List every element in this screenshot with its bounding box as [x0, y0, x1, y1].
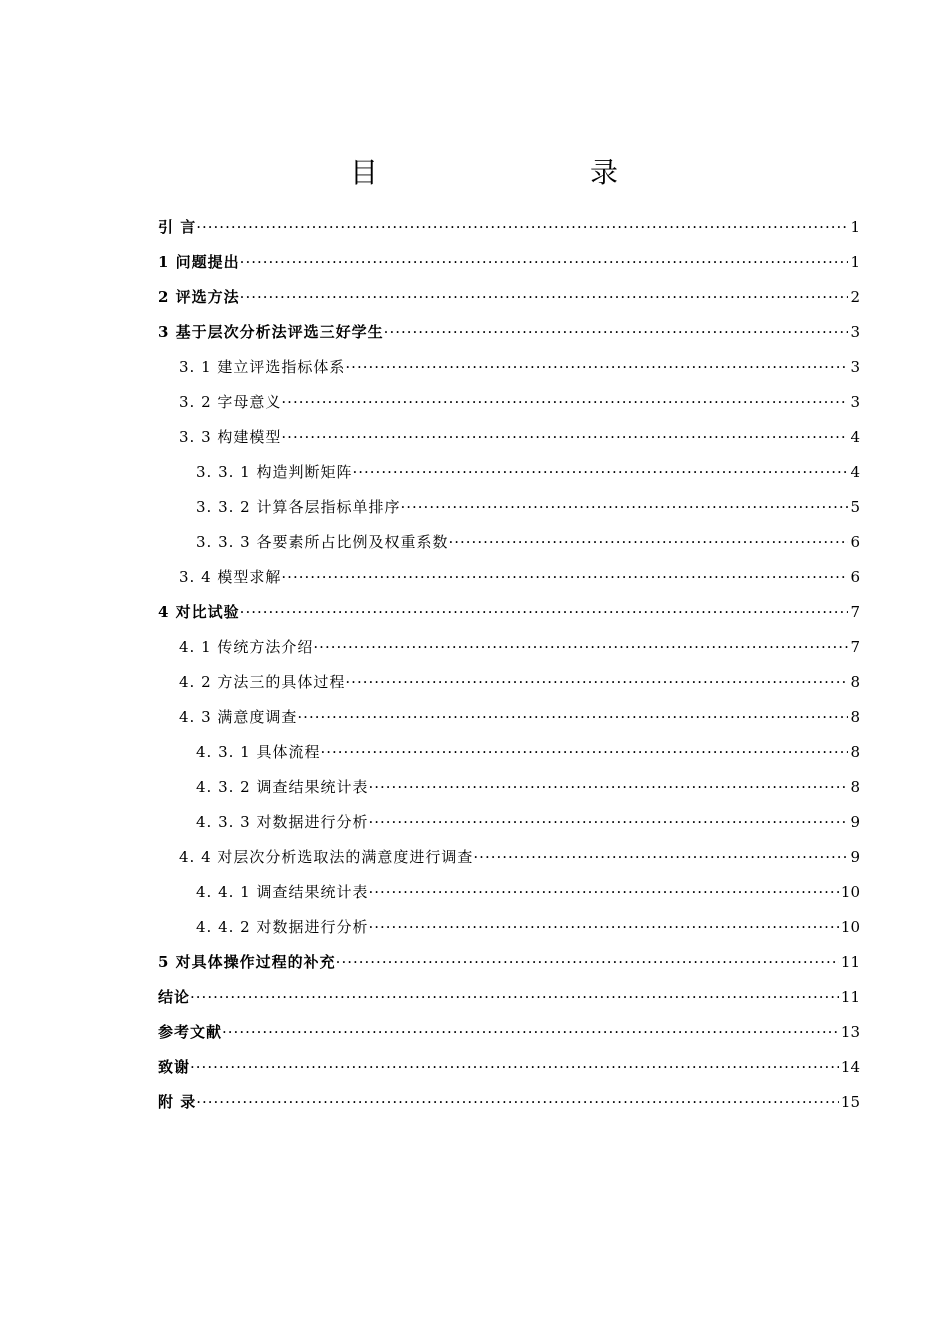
toc-entry-page-number: 9: [850, 813, 860, 831]
toc-entry[interactable]: [158, 245, 860, 280]
toc-entry-title: 4. 4 对层次分析选取法的满意度进行调查: [179, 848, 474, 866]
toc-entry-title: 3. 4 模型求解: [179, 568, 282, 586]
toc-dot-leader: [281, 560, 848, 595]
toc-entry-title: 附 录: [158, 1093, 197, 1111]
toc-entry-page-number: 6: [850, 568, 860, 586]
toc-entry-page-number: 7: [850, 603, 860, 621]
toc-entry-page-number: 1: [850, 253, 860, 271]
toc-entry[interactable]: [158, 735, 860, 770]
toc-entry-page-number: 5: [850, 498, 860, 516]
toc-entry-title: 3. 3 构建模型: [179, 428, 282, 446]
toc-entry[interactable]: [158, 805, 860, 840]
toc-dot-leader: [222, 1015, 839, 1050]
toc-dot-leader: [336, 945, 839, 980]
toc-entry-title: 4. 3. 1 具体流程: [196, 743, 321, 761]
toc-entry-title: 结论: [158, 988, 191, 1006]
toc-entry[interactable]: [158, 875, 860, 910]
toc-entry-page-number: 2: [850, 288, 860, 306]
toc-entry-title: 3 基于层次分析法评选三好学生: [158, 323, 384, 341]
toc-entry-page-number: 9: [850, 848, 860, 866]
toc-entry[interactable]: [158, 595, 860, 630]
toc-dot-leader: [190, 980, 839, 1015]
toc-dot-leader: [473, 840, 848, 875]
toc-dot-leader: [400, 490, 848, 525]
toc-entry-page-number: 6: [850, 533, 860, 551]
toc-dot-leader: [196, 1085, 839, 1120]
toc-dot-leader: [196, 210, 848, 245]
toc-dot-leader: [240, 595, 849, 630]
toc-entry[interactable]: [158, 455, 860, 490]
toc-entry-page-number: 11: [840, 988, 860, 1006]
toc-entry[interactable]: [158, 210, 860, 245]
toc-dot-leader: [448, 525, 848, 560]
toc-entry[interactable]: [158, 1015, 860, 1050]
toc-dot-leader: [368, 805, 848, 840]
toc-entry[interactable]: [158, 525, 860, 560]
toc-entry-title: 3. 2 字母意义: [179, 393, 282, 411]
toc-dot-leader: [384, 315, 849, 350]
toc-entry-page-number: 8: [850, 743, 860, 761]
toc-entry-title: 4. 4. 2 对数据进行分析: [196, 918, 369, 936]
toc-entry-title: 3. 1 建立评选指标体系: [179, 358, 346, 376]
toc-entry[interactable]: [158, 840, 860, 875]
toc-entry[interactable]: [158, 385, 860, 420]
toc-entry[interactable]: [158, 560, 860, 595]
toc-entry[interactable]: [158, 630, 860, 665]
toc-entry-page-number: 4: [850, 428, 860, 446]
toc-entry[interactable]: [158, 315, 860, 350]
toc-entry-title: 4. 3. 3 对数据进行分析: [196, 813, 369, 831]
table-of-contents: [158, 210, 860, 1120]
toc-entry-page-number: 11: [840, 953, 860, 971]
toc-entry[interactable]: [158, 770, 860, 805]
toc-entry-title: 5 对具体操作过程的补充: [158, 953, 336, 971]
toc-dot-leader: [313, 630, 848, 665]
toc-entry[interactable]: [158, 910, 860, 945]
toc-dot-leader: [345, 350, 848, 385]
toc-entry-page-number: 3: [850, 323, 860, 341]
toc-entry-title: 1 问题提出: [158, 253, 240, 271]
toc-entry-page-number: 14: [840, 1058, 860, 1076]
toc-entry-page-number: 15: [840, 1093, 860, 1111]
toc-entry-page-number: 7: [850, 638, 860, 656]
toc-entry-page-number: 4: [850, 463, 860, 481]
toc-entry-page-number: 3: [850, 358, 860, 376]
toc-entry[interactable]: [158, 1050, 860, 1085]
toc-entry-title: 4 对比试验: [158, 603, 240, 621]
toc-entry[interactable]: [158, 945, 860, 980]
toc-entry-page-number: 10: [840, 883, 860, 901]
toc-entry[interactable]: [158, 490, 860, 525]
toc-dot-leader: [352, 455, 848, 490]
toc-entry-title: 参考文献: [158, 1023, 223, 1041]
toc-dot-leader: [190, 1050, 839, 1085]
toc-entry-title: 4. 3. 2 调查结果统计表: [196, 778, 369, 796]
toc-entry-title: 4. 2 方法三的具体过程: [179, 673, 346, 691]
toc-entry-title: 3. 3. 3 各要素所占比例及权重系数: [196, 533, 449, 551]
toc-entry-page-number: 1: [850, 218, 860, 236]
toc-entry-page-number: 13: [840, 1023, 860, 1041]
toc-dot-leader: [240, 245, 849, 280]
toc-dot-leader: [240, 280, 849, 315]
page-title: 目 录: [349, 155, 670, 189]
toc-entry-page-number: 3: [850, 393, 860, 411]
toc-entry[interactable]: [158, 700, 860, 735]
toc-entry[interactable]: [158, 665, 860, 700]
toc-entry[interactable]: [158, 1085, 860, 1120]
toc-entry[interactable]: [158, 980, 860, 1015]
toc-dot-leader: [345, 665, 848, 700]
toc-dot-leader: [368, 770, 848, 805]
toc-entry[interactable]: [158, 420, 860, 455]
toc-entry-page-number: 8: [850, 708, 860, 726]
toc-dot-leader: [368, 910, 838, 945]
toc-entry-title: 引 言: [158, 218, 197, 236]
toc-entry-title: 3. 3. 2 计算各层指标单排序: [196, 498, 401, 516]
toc-entry-title: 4. 1 传统方法介绍: [179, 638, 314, 656]
toc-entry-page-number: 8: [850, 778, 860, 796]
toc-entry-title: 4. 3 满意度调查: [179, 708, 298, 726]
toc-dot-leader: [320, 735, 848, 770]
toc-entry-page-number: 8: [850, 673, 860, 691]
toc-entry-title: 致谢: [158, 1058, 191, 1076]
toc-dot-leader: [281, 420, 848, 455]
toc-entry-title: 4. 4. 1 调查结果统计表: [196, 883, 369, 901]
toc-dot-leader: [297, 700, 848, 735]
toc-entry-title: 2 评选方法: [158, 288, 240, 306]
toc-entry-page-number: 10: [840, 918, 860, 936]
toc-dot-leader: [368, 875, 838, 910]
toc-entry[interactable]: [158, 280, 860, 315]
toc-entry[interactable]: [158, 350, 860, 385]
toc-entry-title: 3. 3. 1 构造判断矩阵: [196, 463, 353, 481]
toc-dot-leader: [281, 385, 848, 420]
